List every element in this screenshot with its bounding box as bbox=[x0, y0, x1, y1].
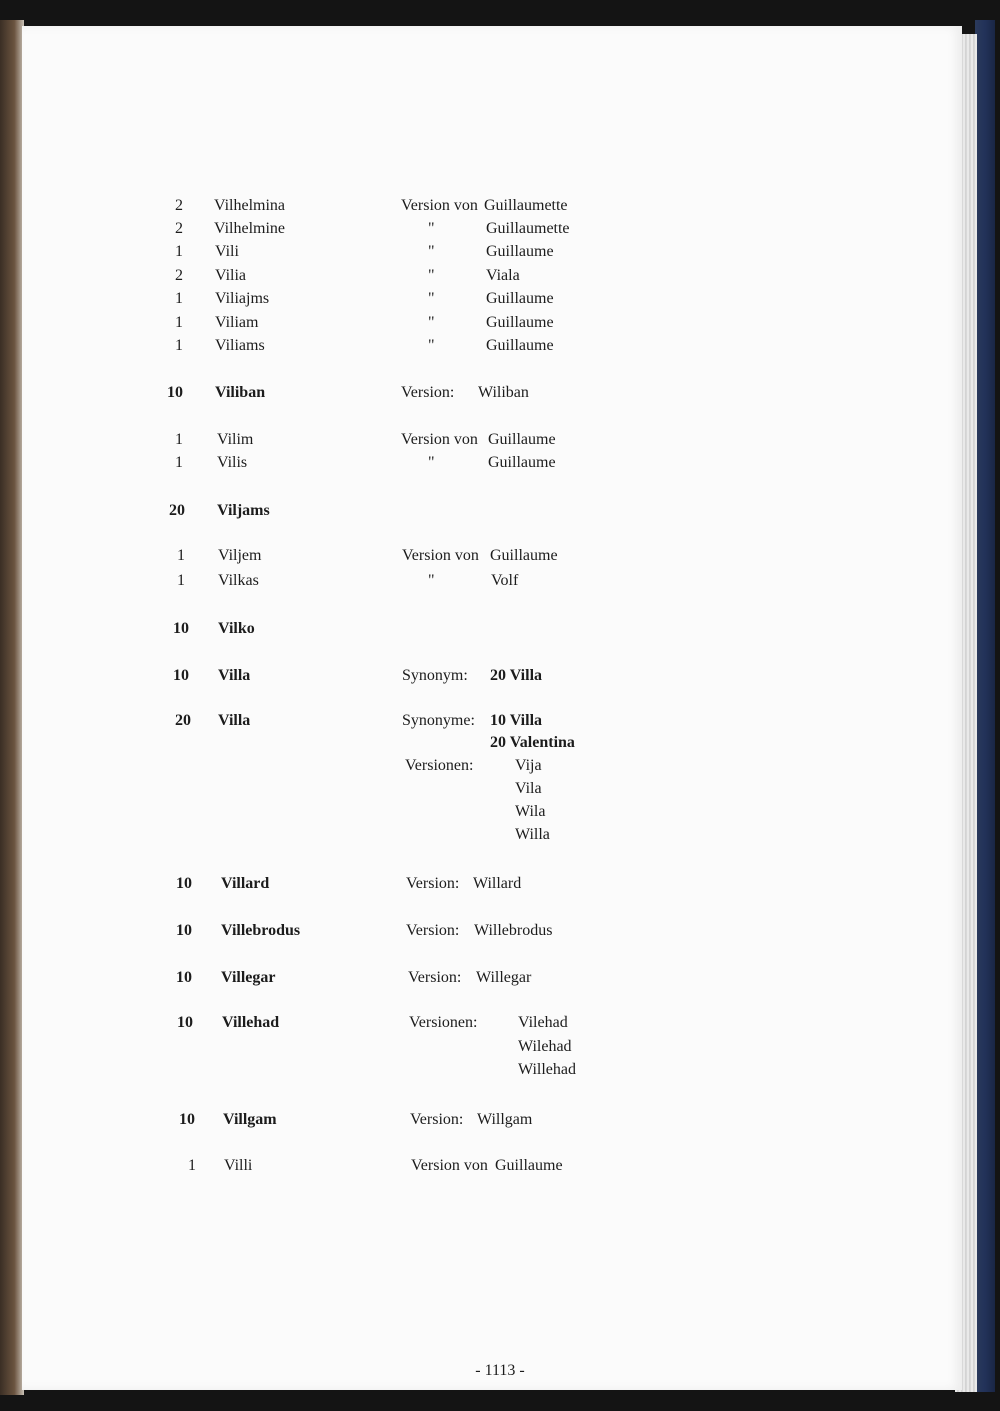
entry-name: Viljem bbox=[218, 547, 262, 564]
entry-count: 2 bbox=[175, 220, 183, 237]
entry-count: 1 bbox=[175, 314, 183, 331]
entry-name: Vilhelmine bbox=[214, 220, 286, 237]
entry-target: Willehad bbox=[518, 1061, 576, 1078]
entry-count: 1 bbox=[177, 547, 185, 564]
entry-name: Viljams bbox=[217, 502, 270, 519]
entry-target: Guillaume bbox=[490, 547, 558, 564]
entry-count: 1 bbox=[175, 337, 183, 354]
entry-target: 10 Villa bbox=[490, 712, 543, 729]
entry-label: " bbox=[428, 454, 435, 471]
entry-name: Villgam bbox=[223, 1111, 277, 1128]
entry-count: 1 bbox=[175, 290, 183, 307]
entry-count: 10 bbox=[167, 384, 183, 401]
entry-count: 20 bbox=[175, 712, 191, 729]
entry-name: Vilis bbox=[217, 454, 248, 471]
entry-label: Synonym: bbox=[402, 667, 468, 684]
entry-target: Willa bbox=[515, 826, 550, 843]
entry-name: Vilkas bbox=[218, 572, 259, 589]
entry-label: Version von bbox=[401, 431, 478, 448]
entry-count: 1 bbox=[175, 431, 183, 448]
entry-label: " bbox=[428, 290, 435, 307]
entry-label: Versionen: bbox=[405, 757, 474, 774]
entry-label: " bbox=[428, 337, 435, 354]
page-number: - 1113 - bbox=[475, 1362, 525, 1379]
entry-name: Viliams bbox=[215, 337, 265, 354]
entry-target: 20 Villa bbox=[490, 667, 543, 684]
entry-label: " bbox=[428, 314, 435, 331]
entry-target: Guillaume bbox=[486, 314, 554, 331]
entry-name: Villehad bbox=[222, 1014, 280, 1031]
entry-target: Willgam bbox=[477, 1111, 533, 1128]
entry-target: Willebrodus bbox=[474, 922, 553, 939]
entry-label: " bbox=[428, 572, 435, 589]
entry-count: 2 bbox=[175, 267, 183, 284]
entry-target: Guillaume bbox=[486, 290, 554, 307]
entry-target: Wila bbox=[515, 803, 546, 820]
entry-label: Synonyme: bbox=[402, 712, 475, 729]
entry-label: Version von bbox=[411, 1157, 488, 1174]
entry-count: 1 bbox=[177, 572, 185, 589]
entry-target: Guillaume bbox=[488, 454, 556, 471]
entry-target: 20 Valentina bbox=[490, 734, 575, 751]
entry-target: Guillaume bbox=[486, 337, 554, 354]
entry-label: Versionen: bbox=[409, 1014, 478, 1031]
entry-name: Villa bbox=[218, 712, 251, 729]
entry-target: Vila bbox=[515, 780, 542, 797]
entry-name: Villard bbox=[221, 875, 270, 892]
entry-name: Vilia bbox=[215, 267, 247, 284]
entry-label: Version: bbox=[406, 875, 460, 892]
entry-target: Vija bbox=[515, 757, 542, 774]
entry-target: Wiliban bbox=[478, 384, 529, 401]
entry-count: 10 bbox=[177, 1014, 193, 1031]
entry-target: Willard bbox=[473, 875, 522, 892]
entry-name: Villegar bbox=[221, 969, 276, 986]
entry-target: Guillaumette bbox=[484, 197, 568, 214]
entry-count: 10 bbox=[176, 875, 192, 892]
entry-target: Wilehad bbox=[518, 1038, 572, 1055]
entry-count: 10 bbox=[173, 667, 189, 684]
entry-count: 10 bbox=[176, 922, 192, 939]
entry-name: Villa bbox=[218, 667, 251, 684]
entry-label: " bbox=[428, 220, 435, 237]
entry-name: Viliban bbox=[215, 384, 266, 401]
entry-label: " bbox=[428, 267, 435, 284]
entry-target: Guillaume bbox=[495, 1157, 563, 1174]
entry-name: Villi bbox=[224, 1157, 253, 1174]
entry-name: Vilko bbox=[218, 620, 255, 637]
entry-label: Version: bbox=[406, 922, 460, 939]
entry-label: Version: bbox=[401, 384, 455, 401]
entry-count: 10 bbox=[176, 969, 192, 986]
entry-label: Version von bbox=[402, 547, 479, 564]
entry-count: 10 bbox=[179, 1111, 195, 1128]
entry-name: Vilhelmina bbox=[214, 197, 286, 214]
entry-target: Guillaumette bbox=[486, 220, 570, 237]
entry-label: Version von bbox=[401, 197, 478, 214]
entry-name: Viliajms bbox=[215, 290, 270, 307]
entry-count: 20 bbox=[169, 502, 185, 519]
entry-target: Guillaume bbox=[488, 431, 556, 448]
entry-target: Guillaume bbox=[486, 243, 554, 260]
entry-label: Version: bbox=[408, 969, 462, 986]
entry-name: Villebrodus bbox=[221, 922, 301, 939]
entry-count: 1 bbox=[188, 1157, 196, 1174]
entry-count: 1 bbox=[175, 243, 183, 260]
book-spine-left bbox=[0, 20, 24, 1395]
entry-target: Willegar bbox=[476, 969, 532, 986]
entry-label: " bbox=[428, 243, 435, 260]
book-cover-right bbox=[975, 20, 995, 1392]
entry-name: Viliam bbox=[215, 314, 259, 331]
entry-label: Version: bbox=[410, 1111, 464, 1128]
entry-count: 2 bbox=[175, 197, 183, 214]
entry-count: 1 bbox=[175, 454, 183, 471]
entry-count: 10 bbox=[173, 620, 189, 637]
entry-target: Vilehad bbox=[518, 1014, 568, 1031]
entry-target: Viala bbox=[486, 267, 520, 284]
entry-name: Vili bbox=[215, 243, 239, 260]
entry-name: Vilim bbox=[217, 431, 254, 448]
entry-target: Volf bbox=[491, 572, 519, 589]
